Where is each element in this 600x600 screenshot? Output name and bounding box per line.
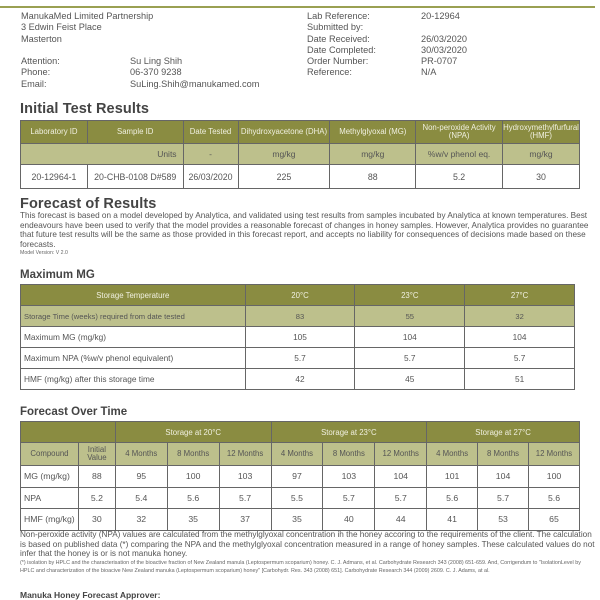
value-cell: 35	[167, 509, 219, 531]
value-cell: 104	[355, 327, 465, 348]
npa-cell: 5.2	[416, 165, 503, 189]
table-header-row	[21, 285, 575, 306]
value-cell: 35	[271, 509, 323, 531]
value-cell: 88	[78, 466, 115, 488]
lab-info-row	[307, 22, 467, 33]
value-cell: 101	[427, 466, 478, 488]
lab-info-value: N/A	[421, 67, 437, 78]
forecast-over-time-title: Forecast Over Time	[20, 406, 128, 418]
forecast-title: Forecast of Results	[20, 196, 157, 212]
address-line-2: Masterton	[21, 33, 62, 44]
dha-cell: 225	[238, 165, 330, 189]
value-cell: 65	[529, 509, 580, 531]
group-header: Storage at 23°C	[271, 422, 427, 443]
value-cell: 100	[167, 466, 219, 488]
lab-info-label: Submitted by:	[307, 22, 364, 33]
unit-cell: -	[183, 144, 238, 165]
value-cell: 5.6	[427, 487, 478, 509]
value-cell: 100	[529, 466, 580, 488]
hmf-cell: 30	[502, 165, 579, 189]
row-label: Maximum NPA (%w/v phenol equivalent)	[21, 348, 246, 369]
value-cell: 32	[115, 509, 167, 531]
date-tested-cell: 26/03/2020	[183, 165, 238, 189]
value-cell: 95	[115, 466, 167, 488]
sample-id-cell: 20-CHB-0108 D#589	[87, 165, 183, 189]
column-header: 8 Months	[323, 443, 375, 466]
unit-cell: %w/v phenol eq.	[416, 144, 503, 165]
group-header: Storage at 27°C	[427, 422, 580, 443]
value-cell: 104	[478, 466, 529, 488]
unit-cell: mg/kg	[330, 144, 416, 165]
lab-info-row	[307, 56, 467, 67]
units-row	[21, 144, 580, 165]
column-header: 8 Months	[167, 443, 219, 466]
value-cell: 5.7	[375, 487, 427, 509]
lab-info-row	[307, 45, 467, 56]
blank-header	[21, 422, 116, 443]
column-header: 27°C	[465, 285, 575, 306]
value-cell: 51	[465, 369, 575, 390]
column-header: 12 Months	[219, 443, 271, 466]
table-row	[21, 487, 580, 509]
lab-info-value: 26/03/2020	[421, 33, 467, 44]
value-cell: 37	[219, 509, 271, 531]
row-label: HMF (mg/kg) after this storage time	[21, 369, 246, 390]
value-cell: 40	[323, 509, 375, 531]
client-block	[21, 11, 259, 90]
lab-info-label: Lab Reference:	[307, 11, 370, 21]
value-cell: 5.6	[529, 487, 580, 509]
value-cell: 105	[245, 327, 355, 348]
row-label: Maximum MG (mg/kg)	[21, 327, 246, 348]
value-cell: 5.4	[115, 487, 167, 509]
table-row	[21, 348, 575, 369]
maximum-mg-table	[20, 284, 575, 390]
value-cell: 103	[219, 466, 271, 488]
value-cell: 104	[375, 466, 427, 488]
lab-info-label: Reference:	[307, 67, 352, 78]
lab-info-label: Date Received:	[307, 33, 370, 44]
column-header: Methylglyoxal (MG)	[330, 121, 416, 144]
lab-info-row	[307, 67, 467, 78]
unit-cell: mg/kg	[502, 144, 579, 165]
group-header-row	[21, 422, 580, 443]
row-label: HMF (mg/kg)	[21, 509, 79, 531]
value-cell: 5.7	[478, 487, 529, 509]
value-cell: 41	[427, 509, 478, 531]
email-row	[21, 79, 259, 90]
value-cell: 5.7	[355, 348, 465, 369]
value-cell: 83	[245, 306, 355, 327]
initial-results-title: Initial Test Results	[20, 101, 150, 117]
lab-info-row	[307, 11, 467, 22]
value-cell: 5.6	[167, 487, 219, 509]
npa-note: Non-peroxide activity (NPA) values are calculated from the methylglyoxal concentration ih the honey accoring to the requirements of the client. The calculation is based on published data (*) comparing the NPA and the methylglyoxal concentration measured in a range of honey samples. These calculated values do not infer that the honey is or is not manuka honey.	[20, 530, 595, 559]
table-row	[21, 369, 575, 390]
attention-value: Su Ling Shih	[130, 56, 183, 67]
table-row	[21, 509, 580, 531]
column-header: Initial Value	[78, 443, 115, 466]
forecast-over-time-table	[20, 421, 580, 531]
column-header: Hydroxymethylfurfural (HMF)	[502, 121, 579, 144]
column-header: Non-peroxide Activity (NPA)	[416, 121, 503, 144]
lab-info-block	[307, 11, 467, 79]
initial-results-table	[20, 120, 580, 189]
lab-info-value: PR-0707	[421, 56, 458, 67]
value-cell: 45	[355, 369, 465, 390]
citation-note: (*) isolation by HPLC and the characterisation of the bioactive fraction of New Zealand manula (Leptospermum scoparium) honey. C. J. Admans, et al. Carbohydrate Research 343 (2008) 651-659. And, Corrigendum to "IsolationLevel by HPLC and characterization of the bioacive New Zealand manuka (Leptospermum scoparium) honey" [Carbohydr. Res. 343 (2008) 651]. Carbohydrate Research 344 (2009) 2609. C. J. Adams, at al.	[20, 560, 581, 575]
row-label: Storage Time (weeks) required from date tested	[21, 306, 246, 327]
column-header: Sample ID	[87, 121, 183, 144]
value-cell: 104	[465, 327, 575, 348]
value-cell: 5.2	[78, 487, 115, 509]
column-header: Storage Temperature	[21, 285, 246, 306]
address-line-1: 3 Edwin Feist Place	[21, 22, 102, 33]
column-header: Laboratory ID	[21, 121, 88, 144]
value-cell: 30	[78, 509, 115, 531]
value-cell: 97	[271, 466, 323, 488]
table-row	[21, 466, 580, 488]
value-cell: 42	[245, 369, 355, 390]
model-version: Model Version: V 2.0	[20, 250, 68, 256]
column-header: 4 Months	[427, 443, 478, 466]
column-header: Compound	[21, 443, 79, 466]
company-name: ManukaMed Limited Partnership	[21, 11, 154, 21]
column-header: 12 Months	[529, 443, 580, 466]
table-row	[21, 306, 575, 327]
value-cell: 44	[375, 509, 427, 531]
phone-label: Phone:	[21, 67, 51, 78]
column-header: 8 Months	[478, 443, 529, 466]
unit-cell: mg/kg	[238, 144, 330, 165]
lab-id-cell: 20-12964-1	[21, 165, 88, 189]
units-label: Units	[21, 144, 184, 165]
phone-row	[21, 67, 259, 78]
sub-header-row	[21, 443, 580, 466]
attention-row	[21, 56, 259, 67]
value-cell: 5.7	[219, 487, 271, 509]
column-header: 20°C	[245, 285, 355, 306]
value-cell: 55	[355, 306, 465, 327]
top-rule	[0, 6, 595, 8]
lab-info-label: Order Number:	[307, 56, 369, 67]
column-header: Dihydroxyacetone (DHA)	[238, 121, 330, 144]
lab-info-value: 20-12964	[421, 11, 460, 21]
mg-cell: 88	[330, 165, 416, 189]
value-cell: 53	[478, 509, 529, 531]
attention-label: Attention:	[21, 56, 60, 67]
lab-info-value: 30/03/2020	[421, 44, 467, 55]
column-header: 4 Months	[271, 443, 323, 466]
email-label: Email:	[21, 78, 47, 89]
table-header-row	[21, 121, 580, 144]
approver-heading: Manuka Honey Forecast Approver:	[20, 590, 161, 600]
table-row	[21, 327, 575, 348]
row-label: MG (mg/kg)	[21, 466, 79, 488]
phone-value: 06-370 9238	[130, 67, 182, 78]
forecast-paragraph: This forecast is based on a model developed by Analytica, and validated using test results from samples incubated by Analytica at known temperatures. Best endeavours have been used to verify that the model provides a reasonable forecast of changes in honey samples. However, Analytica provides no guarantee that future test results will be the same as those provided in this forecast report, and accepts no liability for consequences of decisions made based on these forecasts.	[20, 211, 589, 249]
maximum-mg-title: Maximum MG	[20, 269, 95, 281]
value-cell: 32	[465, 306, 575, 327]
table-row	[21, 165, 580, 189]
email-value: SuLing.Shih@manukamed.com	[130, 78, 260, 89]
lab-info-row	[307, 34, 467, 45]
row-label: NPA	[21, 487, 79, 509]
value-cell: 5.7	[465, 348, 575, 369]
value-cell: 5.5	[271, 487, 323, 509]
column-header: Date Tested	[183, 121, 238, 144]
value-cell: 103	[323, 466, 375, 488]
column-header: 23°C	[355, 285, 465, 306]
column-header: 4 Months	[115, 443, 167, 466]
lab-info-label: Date Completed:	[307, 44, 376, 55]
group-header: Storage at 20°C	[115, 422, 271, 443]
column-header: 12 Months	[375, 443, 427, 466]
value-cell: 5.7	[323, 487, 375, 509]
value-cell: 5.7	[245, 348, 355, 369]
